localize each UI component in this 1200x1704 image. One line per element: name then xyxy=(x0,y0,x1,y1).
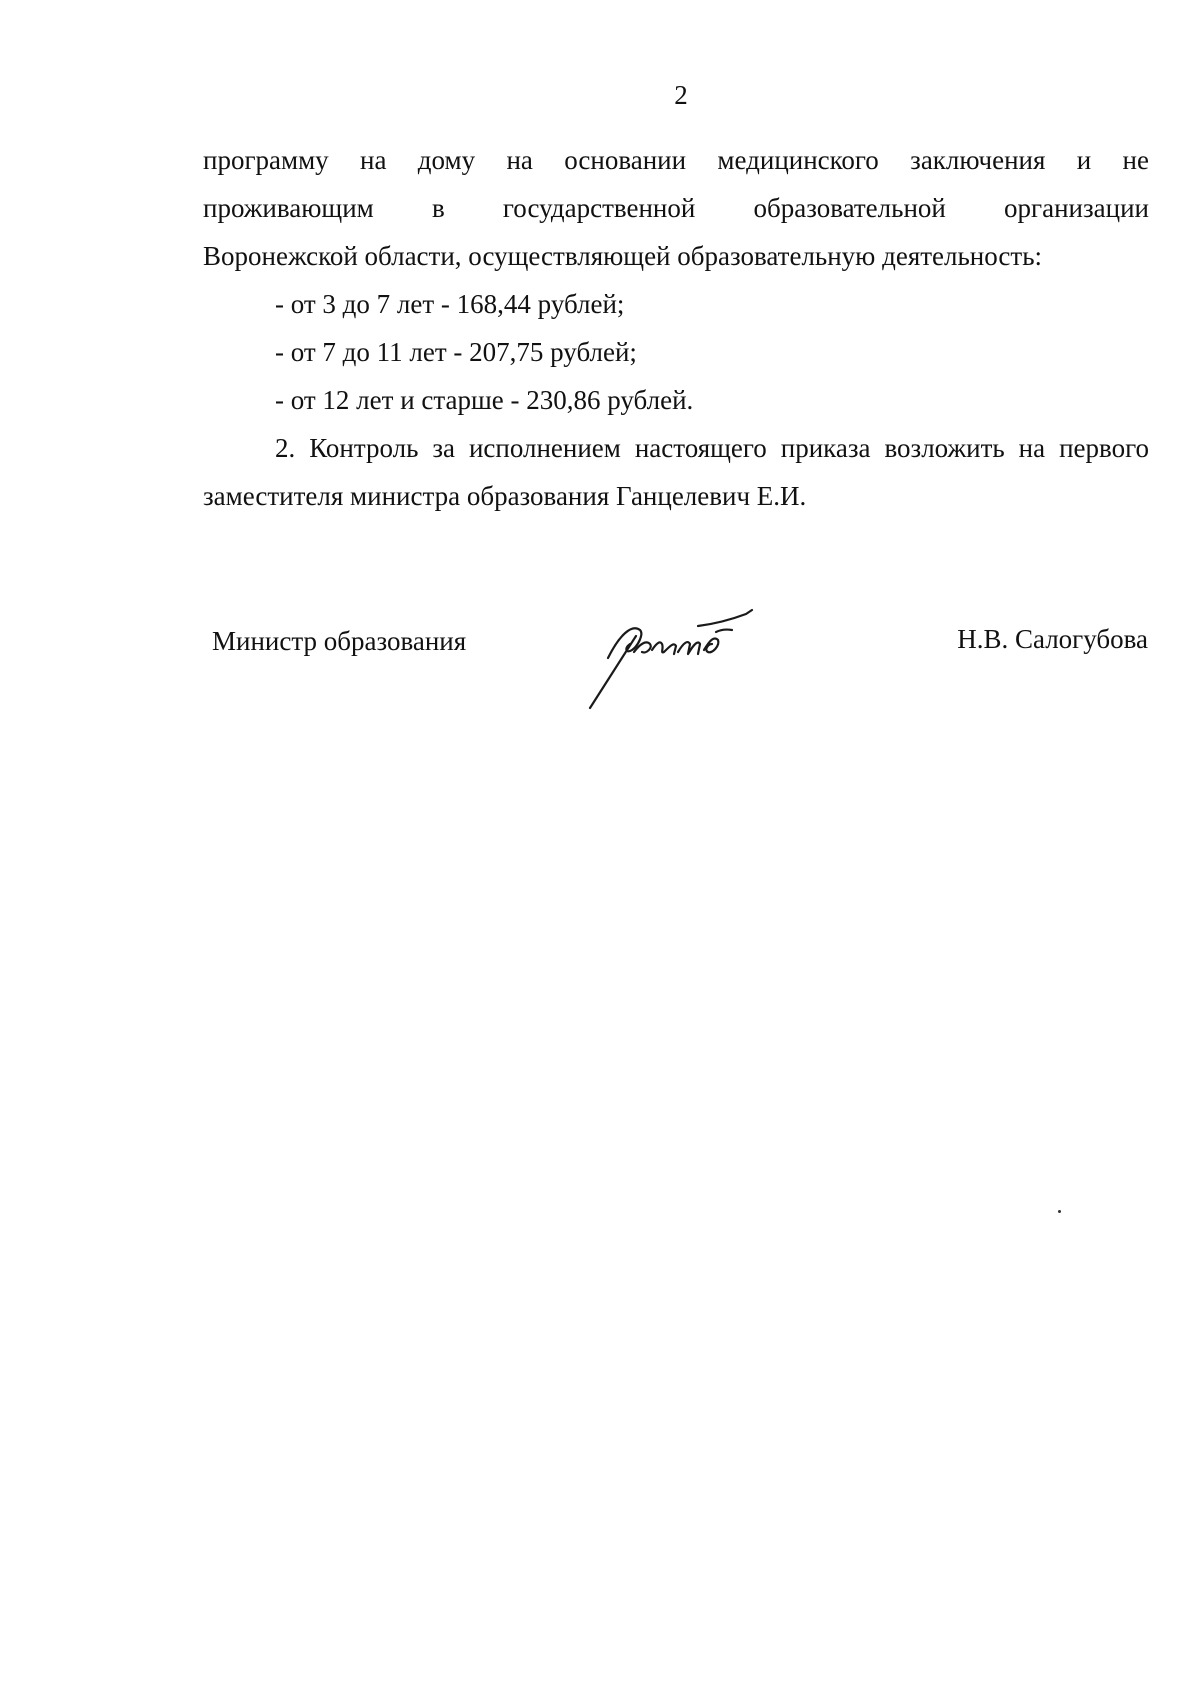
rates-list xyxy=(203,280,1149,424)
continued-paragraph xyxy=(203,136,1149,280)
signature-block xyxy=(0,600,1200,720)
clause-line: 2. Контроль за исполнением настоящего приказа возложить на первого xyxy=(275,433,1149,463)
paragraph-line: Воронежской области, осуществляющей образовательную деятельность: xyxy=(203,241,1043,271)
clause-line: заместителя министра образования Ганцелевич Е.И. xyxy=(203,481,807,511)
paragraph-line: проживающим в государственной образовательной организации xyxy=(203,193,1149,223)
clause-2 xyxy=(203,424,1149,520)
handwritten-signature xyxy=(580,600,780,710)
rate-item: - от 12 лет и старше - 230,86 рублей. xyxy=(275,385,694,415)
rate-item: - от 3 до 7 лет - 168,44 рублей; xyxy=(275,289,625,319)
paragraph-line: программу на дому на основании медицинского заключения и не xyxy=(203,145,1149,175)
rate-item: - от 7 до 11 лет - 207,75 рублей; xyxy=(275,337,637,367)
signatory-name: Н.В. Салогубова xyxy=(957,624,1148,654)
scan-speck xyxy=(1058,1210,1061,1213)
signatory-position: Министр образования xyxy=(212,626,467,656)
page-number: 2 xyxy=(674,80,688,110)
